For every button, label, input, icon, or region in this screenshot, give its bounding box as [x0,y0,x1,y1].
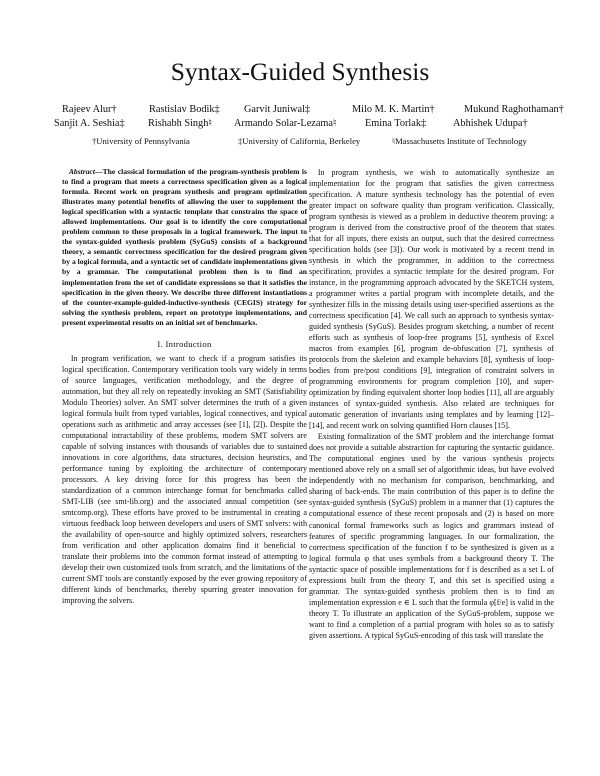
author: Sanjit A. Seshia‡ [54,118,125,129]
paper-title: Syntax-Guided Synthesis [170,57,430,86]
abstract-text: —The classical formulation of the program-synthesis problem is to find a program that meets a correctness specification given as a logical formula. Recent work on program synthesis and program optimization illustrates many potential benefits of allowing the user to supplement the logical specification with a syntactic template that constrains the space of allowed implementations. Our goal is to identify the core computational problem common to these proposals in a logical framework. The input to the syntax-guided synthesis problem (SyGuS) consists of a background theory, a semantic correctness specification for the desired program given by a logical formula, and a syntactic set of candidate implementations given by a grammar. The computational problem then is to find an implementation from the set of candidate expressions so that it satisfies the specification in the given theory. We describe three different instantiations of the counter-example-guided-inductive-synthesis (CEGIS) strategy for solving the synthesis problem, report on prototype implementations, and present experimental results on an initial set of benchmarks. [62,167,307,327]
abstract-label: Abstract [68,167,95,176]
author: Rastislav Bodik‡ [149,104,220,115]
intro-paragraph: Existing formalization of the SMT problem and the interchange format does not provide a suitable abstraction for capturing the syntactic guidance. The computational engines used by the various synthesis projects mentioned above rely on a small set of algorithmic ideas, but have evolved independently with no mechanism for comparison, benchmarking, and sharing of back-ends. The main contribution of this paper is to define the syntax-guided synthesis (SyGuS) problem in a manner that (1) captures the computational essence of these recent proposals and (2) is based on more canonical formal frameworks such as logics and grammars instead of features of specific programming languages. In our formalization, the correctness specification of the function f to be synthesized is given as a logical formula φ that uses symbols from a background theory T. The syntactic space of possible implementations for f is described as a set L of expressions built from the theory T, and this set is specified using a grammar. The syntax-guided synthesis problem then is to find an implementation expression e ∈ L such that the formula φ[f/e] is valid in the theory T. To illustrate an application of the SyGuS-problem, suppose we want to find a completion of a partial program with holes so as to satisfy given assertions. A typical SyGuS-encoding of this task will translate the [309,432,554,640]
author: Garvit Juniwal‡ [244,104,311,115]
affiliation: ‡University of California, Berkeley [238,136,361,146]
author: Rishabh Singh♮ [148,118,213,129]
right-column [309,167,554,641]
intro-paragraph: In program synthesis, we wish to automatically synthesize an implementation for the program that satisfies the given correctness specification. A mature synthesis technology has the potential of even greater impact on software quality than program verification. Classically, program synthesis is viewed as a problem in deductive theorem proving: a program is derived from the constructive proof of the theorem that states that for all inputs, there exists an output, such that the desired correctness specification holds (see [3]). Our work is motivated by a recent trend in synthesis in which the programmer, in addition to the correctness specification, provides a syntactic template for the desired program. For instance, in the programming approach advocated by the SKETCH system, a programmer writes a partial program with incomplete details, and the synthesizer fills in the missing details using user-specified assertions as the correctness specification [4]. We call such an approach to synthesis syntax-guided synthesis (SyGuS). Besides program sketching, a number of recent efforts such as synthesis of loop-free programs [5], synthesis of Excel macros from examples [6], program de-obfuscation [7], synthesis of protocols from the skeleton and example behaviors [8], synthesis of loop-bodies from pre/post conditions [9], integration of constraint solvers in programming environments for program completion [10], and super-optimization by finding equivalent shorter loop bodies [11], all are arguably instances of syntax-guided synthesis. Also related are techniques for automatic generation of invariants using templates and by learning [12]–[14], and recent work on solving quantified Horn clauses [15]. [309,168,554,431]
intro-paragraph: In program verification, we want to check if a program satisfies its logical specification. Contemporary verification tools vary widely in terms of source languages, verification methodology, and the degree of automation, but they all rely on repeatedly invoking an SMT (Satisfiability Modulo Theories) solver. An SMT solver determines the truth of a given logical formula built from typed variables, logical connectives, and typical operations such as arithmetic and array accesses (see [1], [2]). Despite the computational intractability of these problems, modern SMT solvers are capable of solving instances with thousands of variables due to sustained innovations in core algorithms, data structures, decision heuristics, and performance tuning by exploiting the architecture of contemporary processors. A key driving force for this progress has been the standardization of a common interchange format for benchmarks called SMT-LIB (see smt-lib.org) and the associated annual competition (see smtcomp.org). These efforts have proved to be instrumental in creating a virtuous feedback loop between developers and users of SMT solvers: with the availability of open-source and highly optimized solvers, researchers from verification and other application domains find it beneficial to translate their problems into the common format instead of attempting to develop their own customized tools from scratch, and the limitations of the current SMT tools are constantly exposed by the ever growing repository of different kinds of benchmarks, thereby spurring greater innovation for improving the solvers. [62,353,307,606]
left-column [62,167,307,606]
author: Abhishek Udupa† [453,118,528,129]
author: Mukund Raghothaman† [464,104,564,115]
author: Armando Solar-Lezama♮ [234,118,337,129]
abstract [62,167,307,328]
affiliation: †University of Pennsylvania [92,136,190,146]
affiliation: ♮Massachusetts Institute of Technology [392,136,527,146]
author: Milo M. K. Martin† [352,104,435,115]
section-heading: I. Introduction [157,338,212,349]
author: Rajeev Alur† [62,104,117,115]
author: Emina Torlak‡ [365,118,427,129]
